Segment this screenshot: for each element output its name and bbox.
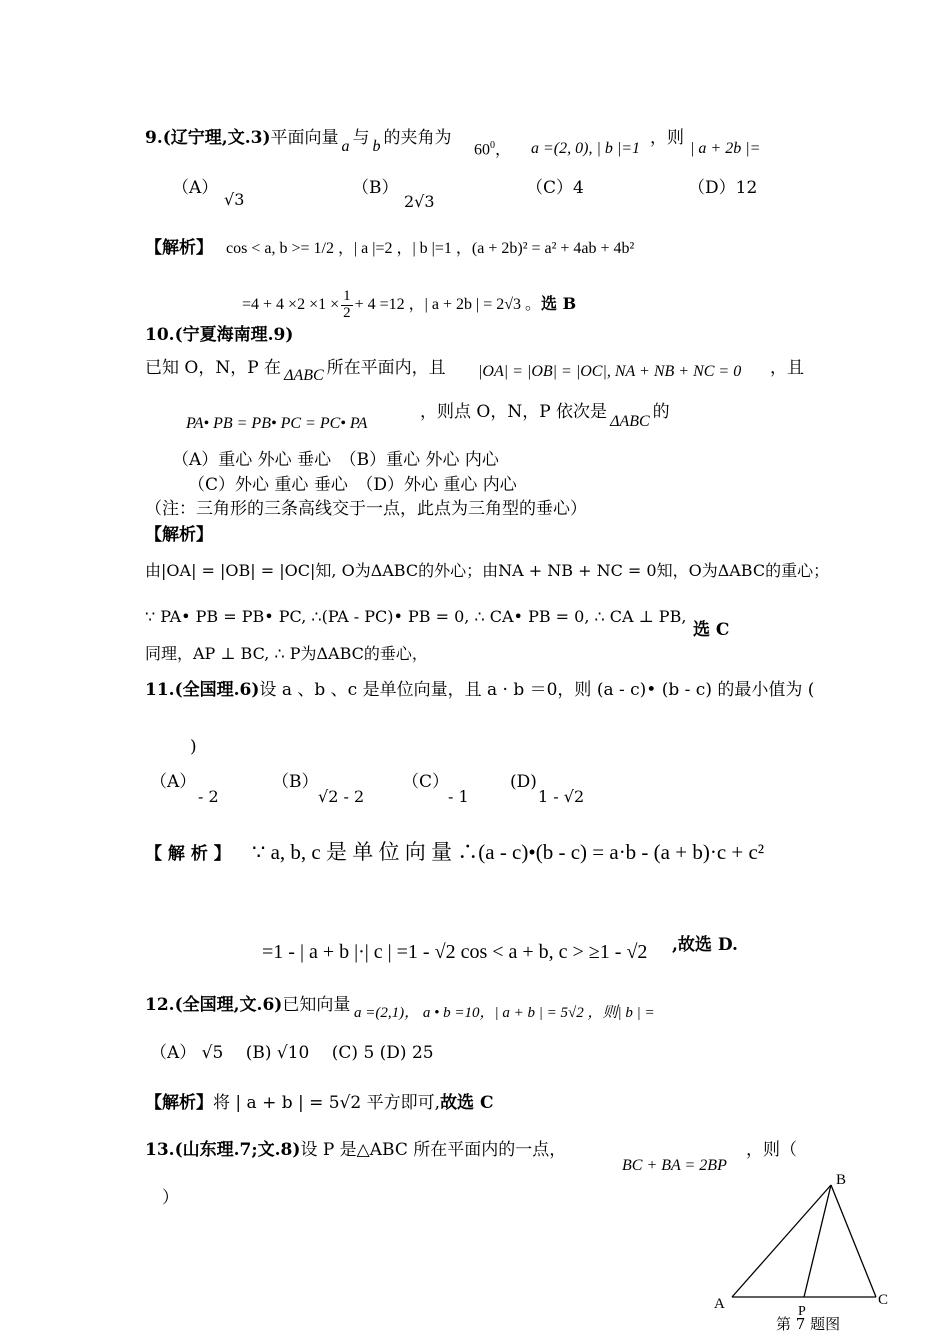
q10-head: 10.(宁夏海南理.9): [145, 325, 294, 345]
q9-opt-b-value: 2√3: [404, 192, 435, 211]
q9-angle: $60^0$，: [474, 140, 512, 159]
q12-head: 12.(全国理,文.6): [145, 995, 283, 1015]
q11-solution-label: 【 解 析 】: [145, 844, 231, 864]
q12-options: （A） √5 (B) √10 (C) 5 (D) 25: [150, 1043, 434, 1063]
q12-condition: a =(2,1)， a • b =10，| a + b | = 5√2 ，则| b | =: [354, 1005, 655, 1021]
q11-stem: 11.(全国理.6)设 a 、b 、c 是单位向量，且 a · b ＝0，则 (a - c)• (b - c) 的最小值为 (: [145, 680, 815, 700]
label-a: A: [714, 1296, 725, 1312]
q11-opt-a-label: （A）: [150, 772, 197, 792]
label-p: P: [798, 1304, 806, 1319]
q13-stem: 13.(山东理.7;文.8)设 P 是△ABC 所在平面内的一点，: [145, 1140, 567, 1160]
q10-stem-line2: ，则点 O，N，P 依次是 ΔABC 的: [420, 402, 670, 430]
q11-solution-line2: =1 - | a + b |·| c | =1 - √2 cos < a + b, c > ≥1 - √2: [262, 941, 648, 963]
q11-solution-line1: ∵ a, b, c 是 单 位 向 量 ∴(a - c)•(b - c) = a·b - (a + b)·c + c²: [252, 840, 765, 864]
q13-condition: BC + BA = 2BP: [622, 1157, 727, 1174]
q12-solution: 【解析】将 | a + b | = 5√2 平方即可,故选 C: [145, 1093, 494, 1113]
q12-solution-label: 【解析】: [145, 1093, 213, 1113]
q10-options-cd: （C）外心 重心 垂心 （D）外心 重心 内心: [188, 475, 517, 495]
q9-opt-a-value: √3: [224, 190, 245, 209]
q9-solution-line2: =4 + 4 ×2 ×1 × $\frac{1}{2}$ + 4 =12 ，| a + 2b | = 2√3 。选 B: [242, 288, 577, 321]
q10-condition1: |OA| = |OB| = |OC|, NA + NB + NC = 0: [478, 363, 742, 380]
q11-opt-b-value: √2 - 2: [318, 787, 365, 806]
q11-opt-c-value: - 1: [448, 787, 469, 806]
q11-opt-c-label: （C）: [402, 772, 450, 792]
q12-stem: 12.(全国理,文.6)已知向量: [145, 995, 351, 1015]
q11-opt-d-value: 1 - √2: [538, 787, 585, 806]
q10-pick: 选 C: [693, 620, 730, 640]
q9-fraction-half: $\frac{1}{2}$: [343, 288, 351, 321]
q11-opt-b-label: （B）: [272, 772, 319, 792]
label-b: B: [836, 1172, 847, 1188]
q9-solution-line1: cos < a, b >= 1/2 ，| a |=2 ，| b |=1 ，(a + 2b)² = a² + 4ab + 4b²: [226, 240, 635, 257]
q9-opt-d: （D）12: [688, 178, 758, 198]
q9-head: 9.(辽宁理,文.3): [145, 128, 271, 148]
q11-opt-d-label: (D): [510, 772, 537, 792]
q10-and: ，且: [770, 358, 804, 378]
q11-opt-a-value: - 2: [198, 787, 219, 806]
q13-then: ，则（: [746, 1140, 797, 1160]
q13-close: ）: [162, 1188, 179, 1208]
q10-stem-line1: 已知 O，N，P 在 ΔABC 所在平面内，且: [145, 358, 446, 384]
q11-close: ): [190, 737, 197, 757]
q11-pick: ,故选 D.: [672, 935, 738, 955]
q10-solution-line1: 由|OA| = |OB| = |OC|知, O为ΔABC的外心；由NA + NB + NC = 0知，O为ΔABC的重心；: [145, 561, 830, 580]
figure-caption: 第 7 题图: [776, 1315, 841, 1333]
triangle-figure: [700, 1160, 900, 1340]
q13-head: 13.(山东理.7;文.8): [145, 1140, 301, 1160]
q10-options-ab: （A）重心 外心 垂心 （B）重心 外心 内心: [172, 450, 499, 470]
label-c: C: [878, 1292, 889, 1308]
q10-solution-label: 【解析】: [145, 525, 213, 545]
q9-then: ，则: [650, 128, 684, 148]
edge-ab: [732, 1185, 831, 1297]
q9-condition: a =(2, 0), | b |=1: [531, 140, 641, 157]
q9-opt-a-label: （A）: [172, 178, 219, 198]
q9-solution-label: 【解析】: [145, 238, 213, 258]
q10-note: （注：三角形的三条高线交于一点，此点为三角型的垂心）: [145, 499, 587, 519]
q9-opt-c: （C）4: [526, 178, 584, 198]
segment-bp: [804, 1185, 831, 1297]
q9-stem: 9.(辽宁理,文.3)平面向量 a 与 b 的夹角为: [145, 128, 452, 155]
q10-condition2: PA• PB = PB• PC = PC• PA: [186, 415, 368, 432]
edge-bc: [831, 1185, 876, 1297]
q9-opt-b-label: （B）: [352, 178, 399, 198]
q10-solution-line2: ∵ PA• PB = PB• PC, ∴(PA - PC)• PB = 0, ∴ CA• PB = 0, ∴ CA ⊥ PB,: [145, 607, 687, 626]
q10-solution-line3: 同理，AP ⊥ BC, ∴ P为ΔABC的垂心，: [145, 644, 428, 663]
q9-target: | a + 2b |=: [690, 140, 761, 157]
q11-head: 11.(全国理.6): [145, 680, 260, 700]
